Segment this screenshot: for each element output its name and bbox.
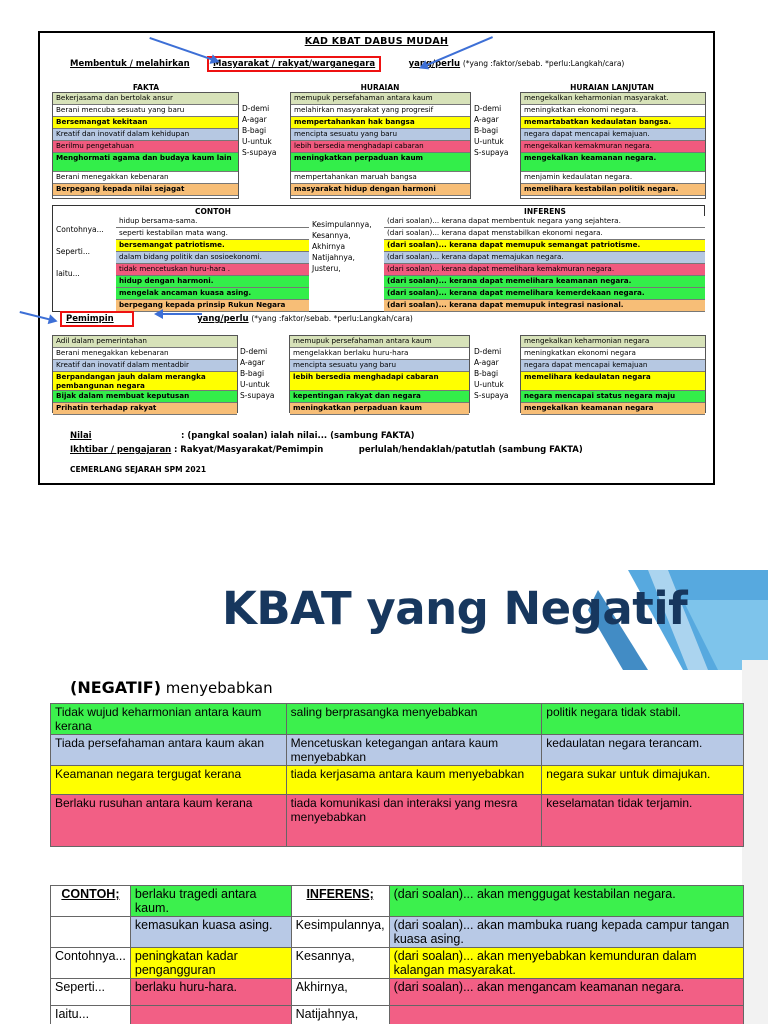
table-cell: tiada kerjasama antara kaum menyebabkan <box>286 766 542 795</box>
table-cell: Kesimpulannya, <box>291 917 389 948</box>
label-item: Natijahnya, <box>312 253 355 262</box>
label-item: Kesimpulannya, <box>312 220 372 229</box>
table-cell: (dari soalan)... akan mambuka ruang kepada campur tangan kuasa asing. <box>389 917 743 948</box>
table-cell: lebih bersedia menghadapi cabaran <box>291 141 470 153</box>
table-cell: mencipta sesuatu yang baru <box>290 360 469 372</box>
table-cell: meningkatkan ekonomi negara. <box>521 105 705 117</box>
table-cell: Tiada persefahaman antara kaum akan <box>51 735 287 766</box>
table-cell: kepentingan rakyat dan negara <box>290 391 469 403</box>
table-cell: Mencetuskan ketegangan antara kaum menyebabkan <box>286 735 542 766</box>
negatif-heading <box>70 678 273 697</box>
table-cell: mengekalkan keamanan negara <box>521 403 705 415</box>
table-cell: mempertahankan hak bangsa <box>291 117 470 129</box>
table-cell: (dari soalan)... akan menggugat kestabilan negara. <box>389 886 743 917</box>
table-cell: masyarakat hidup dengan harmoni <box>291 184 470 196</box>
table-cell: Berani menegakkan kebenaran <box>53 348 237 360</box>
table-row <box>51 979 744 1006</box>
label-item: B-bagi <box>240 369 265 378</box>
slide-edge <box>742 660 768 1024</box>
inferens-labels <box>312 219 372 274</box>
table-cell: seperti kestabilan mata wang. <box>116 228 309 240</box>
table-cell: mengelakkan berlaku huru-hara <box>290 348 469 360</box>
table-cell: meningkatkan perpaduan kaum <box>290 403 469 415</box>
label-item: A-agar <box>474 358 499 367</box>
lanjutan-column <box>520 92 706 199</box>
ikhtibar-line <box>70 445 583 455</box>
table-row <box>51 1006 744 1024</box>
table-cell: (dari soalan)... akan mengancam keamanan negara. <box>389 979 743 1006</box>
table-cell: (dari soalan)... kerana dapat membentuk negara yang sejahtera. <box>384 216 705 228</box>
ikhtibar-label: Ikhtibar / pengajaran <box>70 445 172 455</box>
table-cell: Tidak wujud keharmonian antara kaum kerana <box>51 704 287 735</box>
nilai-label: Nilai <box>70 431 92 441</box>
table-cell: politik negara tidak stabil. <box>542 704 744 735</box>
line1-note: (*yang :faktor/sebab. *perlu:Langkah/cara) <box>462 59 625 68</box>
table-cell: CONTOH; <box>51 886 131 917</box>
table-row <box>51 948 744 979</box>
label-item: D-demi <box>474 104 502 113</box>
header-fakta: FAKTA <box>132 83 160 92</box>
label-item: Contohnya... <box>56 225 104 234</box>
header-lanjutan: HURAIAN LANJUTAN <box>570 83 654 92</box>
table-cell: Menghormati agama dan budaya kaum lain <box>53 153 238 172</box>
label-item: Akhirnya <box>312 242 346 251</box>
slide-title: KBAT yang Negatif <box>222 582 688 635</box>
header-inferens: INFERENS <box>524 207 566 216</box>
table-cell: Berlaku rusuhan antara kaum kerana <box>51 795 287 847</box>
label-item: D-demi <box>474 347 502 356</box>
table-cell: berlaku huru-hara. <box>130 979 291 1006</box>
contoh-labels <box>56 219 104 285</box>
table-row <box>51 917 744 948</box>
label-item: U-untuk <box>242 137 272 146</box>
table-cell: Keamanan negara tergugat kerana <box>51 766 287 795</box>
label-item: A-agar <box>474 115 499 124</box>
table-cell: negara dapat mencapai kemajuan. <box>521 129 705 141</box>
table-cell: (dari soalan)... kerana dapat memupuk integrasi nasional. <box>384 300 705 312</box>
nilai-line <box>70 431 415 441</box>
label-item: S-supaya <box>242 148 277 157</box>
label-item: S-supaya <box>474 148 509 157</box>
table-cell: keselamatan tidak terjamin. <box>542 795 744 847</box>
arrow-pemimpin-right-icon <box>156 313 202 315</box>
table-cell: memelihara kedaulatan negara <box>521 372 705 391</box>
card-title: KAD KBAT DABUS MUDAH <box>304 36 449 47</box>
label-item: A-agar <box>242 115 267 124</box>
table-cell: Akhirnya, <box>291 979 389 1006</box>
table-cell: mengekalkan kemakmuran negara. <box>521 141 705 153</box>
negatif-suffix: menyebabkan <box>165 679 273 697</box>
label-item: U-untuk <box>474 380 504 389</box>
table-row <box>51 735 744 766</box>
table-cell: berlaku tragedi antara kaum. <box>130 886 291 917</box>
table-cell: hidup bersama-sama. <box>116 216 309 228</box>
negatif-table <box>50 703 744 847</box>
label-item: S-supaya <box>474 391 509 400</box>
label-item: Justeru, <box>312 264 341 273</box>
table-cell: INFERENS; <box>291 886 389 917</box>
huraian-column <box>290 92 471 199</box>
line2-box: Pemimpin <box>60 311 134 327</box>
ikhtibar-text: : Rakyat/Masyarakat/Pemimpin <box>173 445 324 455</box>
table-cell: negara dapat mencapai kemajuan <box>521 360 705 372</box>
pemimpin-huraian-column <box>289 335 470 413</box>
ikhtibar-right: perlulah/hendaklah/patutlah (sambung FAKTA) <box>358 445 583 455</box>
table-cell: berpegang kepada prinsip Rukun Negara <box>116 300 309 312</box>
header-contoh: CONTOH <box>195 207 231 216</box>
line2-right: yang/perlu <box>197 314 249 324</box>
table-cell: Iaitu... <box>51 1006 131 1024</box>
table-cell: (dari soalan)... kerana dapat memelihara kemakmuran negara. <box>384 264 705 276</box>
table-row <box>51 886 744 917</box>
table-cell: tidak mencetuskan huru-hara . <box>116 264 309 276</box>
label-item: D-demi <box>240 347 268 356</box>
table-row <box>51 766 744 795</box>
table-cell: negara sukar untuk dimajukan. <box>542 766 744 795</box>
table-cell: Berilmu pengetahuan <box>53 141 238 153</box>
table-cell: peningkatan kadar pengangguran <box>130 948 291 979</box>
table-cell: kedaulatan negara terancam. <box>542 735 744 766</box>
table-cell: meningkatkan perpaduan kaum <box>291 153 470 172</box>
nilai-text: : (pangkal soalan) ialah nilai... (sambung FAKTA) <box>181 431 415 441</box>
table-cell: mengekalkan keamanan negara. <box>521 153 705 172</box>
table-cell: mengekalkan keharmonian masyarakat. <box>521 93 705 105</box>
table-cell: memelihara kestabilan politik negara. <box>521 184 705 196</box>
contoh-inferens-table <box>50 885 744 1024</box>
label-item: U-untuk <box>474 137 504 146</box>
table-cell: (dari soalan)... kerana dapat menstabilkan ekonomi negara. <box>384 228 705 240</box>
label-item: A-agar <box>240 358 265 367</box>
line1-box: Masyarakat / rakyat/warganegara <box>207 56 381 72</box>
dabus-list-1 <box>242 103 277 158</box>
table-cell: Prihatin terhadap rakyat <box>53 403 237 415</box>
table-cell: menjamin kedaulatan negara. <box>521 172 705 184</box>
table-cell: mempertahankan maruah bangsa <box>291 172 470 184</box>
table-cell: (dari soalan)... akan menyebabkan kemunduran dalam kalangan masyarakat. <box>389 948 743 979</box>
inferens-column <box>384 216 705 312</box>
contoh-column <box>116 216 309 312</box>
table-cell: Bersemangat kekitaan <box>53 117 238 129</box>
table-cell: hidup dengan harmoni. <box>116 276 309 288</box>
table-cell: Adil dalam pemerintahan <box>53 336 237 348</box>
dabus-list-2 <box>474 103 509 158</box>
table-cell: (dari soalan)... kerana dapat memupuk semangat patriotisme. <box>384 240 705 252</box>
table-cell: Kesannya, <box>291 948 389 979</box>
pemimpin-lanjutan-column <box>520 335 706 413</box>
table-cell: (dari soalan)... kerana dapat memelihara kemerdekaan negara. <box>384 288 705 300</box>
label-item: B-bagi <box>242 126 267 135</box>
negatif-label: (NEGATIF) <box>70 678 162 697</box>
table-cell: lebih bersedia menghadapi cabaran <box>290 372 469 391</box>
table-cell: memupuk persefahaman antara kaum <box>290 336 469 348</box>
table-cell: Kreatif dan inovatif dalam mentadbir <box>53 360 237 372</box>
table-cell: Kreatif dan inovatif dalam kehidupan <box>53 129 238 141</box>
table-cell: tiada komunikasi dan interaksi yang mesra menyebabkan <box>286 795 542 847</box>
table-cell: memupuk persefahaman antara kaum <box>291 93 470 105</box>
table-cell <box>130 1006 291 1024</box>
table-cell: meningkatkan ekonomi negara <box>521 348 705 360</box>
table-cell: Seperti... <box>51 979 131 1006</box>
table-cell: memartabatkan kedaulatan bangsa. <box>521 117 705 129</box>
dabus-list-3 <box>240 346 275 401</box>
label-item: Seperti... <box>56 247 91 256</box>
table-cell: kemasukan kuasa asing. <box>130 917 291 948</box>
fakta-column <box>52 92 239 199</box>
label-item: U-untuk <box>240 380 270 389</box>
table-cell <box>51 917 131 948</box>
dabus-list-4 <box>474 346 509 401</box>
line2-note: (*yang :faktor/sebab. *perlu:Langkah/cara) <box>251 314 413 323</box>
table-cell: (dari soalan)... kerana dapat memelihara keamanan negara. <box>384 276 705 288</box>
table-cell: (dari soalan)... kerana dapat memajukan negara. <box>384 252 705 264</box>
line-pemimpin <box>60 314 413 324</box>
pemimpin-fakta-column <box>52 335 238 413</box>
table-cell: Bekerjasama dan bertolak ansur <box>53 93 238 105</box>
table-cell: Bijak dalam membuat keputusan <box>53 391 237 403</box>
table-cell: dalam bidang politik dan sosioekonomi. <box>116 252 309 264</box>
table-cell: negara mencapai status negara maju <box>521 391 705 403</box>
table-cell: Natijahnya, <box>291 1006 389 1024</box>
table-cell: mengelak ancaman kuasa asing. <box>116 288 309 300</box>
table-cell: mencipta sesuatu yang baru <box>291 129 470 141</box>
table-row <box>51 704 744 735</box>
line-masyarakat <box>70 59 624 69</box>
label-item: Iaitu... <box>56 269 80 278</box>
line1-left: Membentuk / melahirkan <box>70 59 190 69</box>
table-cell: bersemangat patriotisme. <box>116 240 309 252</box>
table-cell: Berpegang kepada nilai sejagat <box>53 184 238 196</box>
kbat-card <box>38 31 715 485</box>
label-item: B-bagi <box>474 126 499 135</box>
table-cell: Berani mencuba sesuatu yang baru <box>53 105 238 117</box>
table-cell: mengekalkan keharmonian negara <box>521 336 705 348</box>
table-cell: melahirkan masyarakat yang progresif <box>291 105 470 117</box>
label-item: Kesannya, <box>312 231 351 240</box>
label-item: D-demi <box>242 104 270 113</box>
label-item: S-supaya <box>240 391 275 400</box>
card-footer: CEMERLANG SEJARAH SPM 2021 <box>70 465 207 474</box>
table-cell: Berpandangan jauh dalam merangka pembangunan negara <box>53 372 237 391</box>
header-huraian: HURAIAN <box>360 83 400 92</box>
table-cell: Contohnya... <box>51 948 131 979</box>
line1-right: yang/perlu <box>408 59 461 69</box>
table-cell: Berani menegakkan kebenaran <box>53 172 238 184</box>
label-item: B-bagi <box>474 369 499 378</box>
table-cell: saling berprasangka menyebabkan <box>286 704 542 735</box>
table-cell <box>389 1006 743 1024</box>
table-row <box>51 795 744 847</box>
